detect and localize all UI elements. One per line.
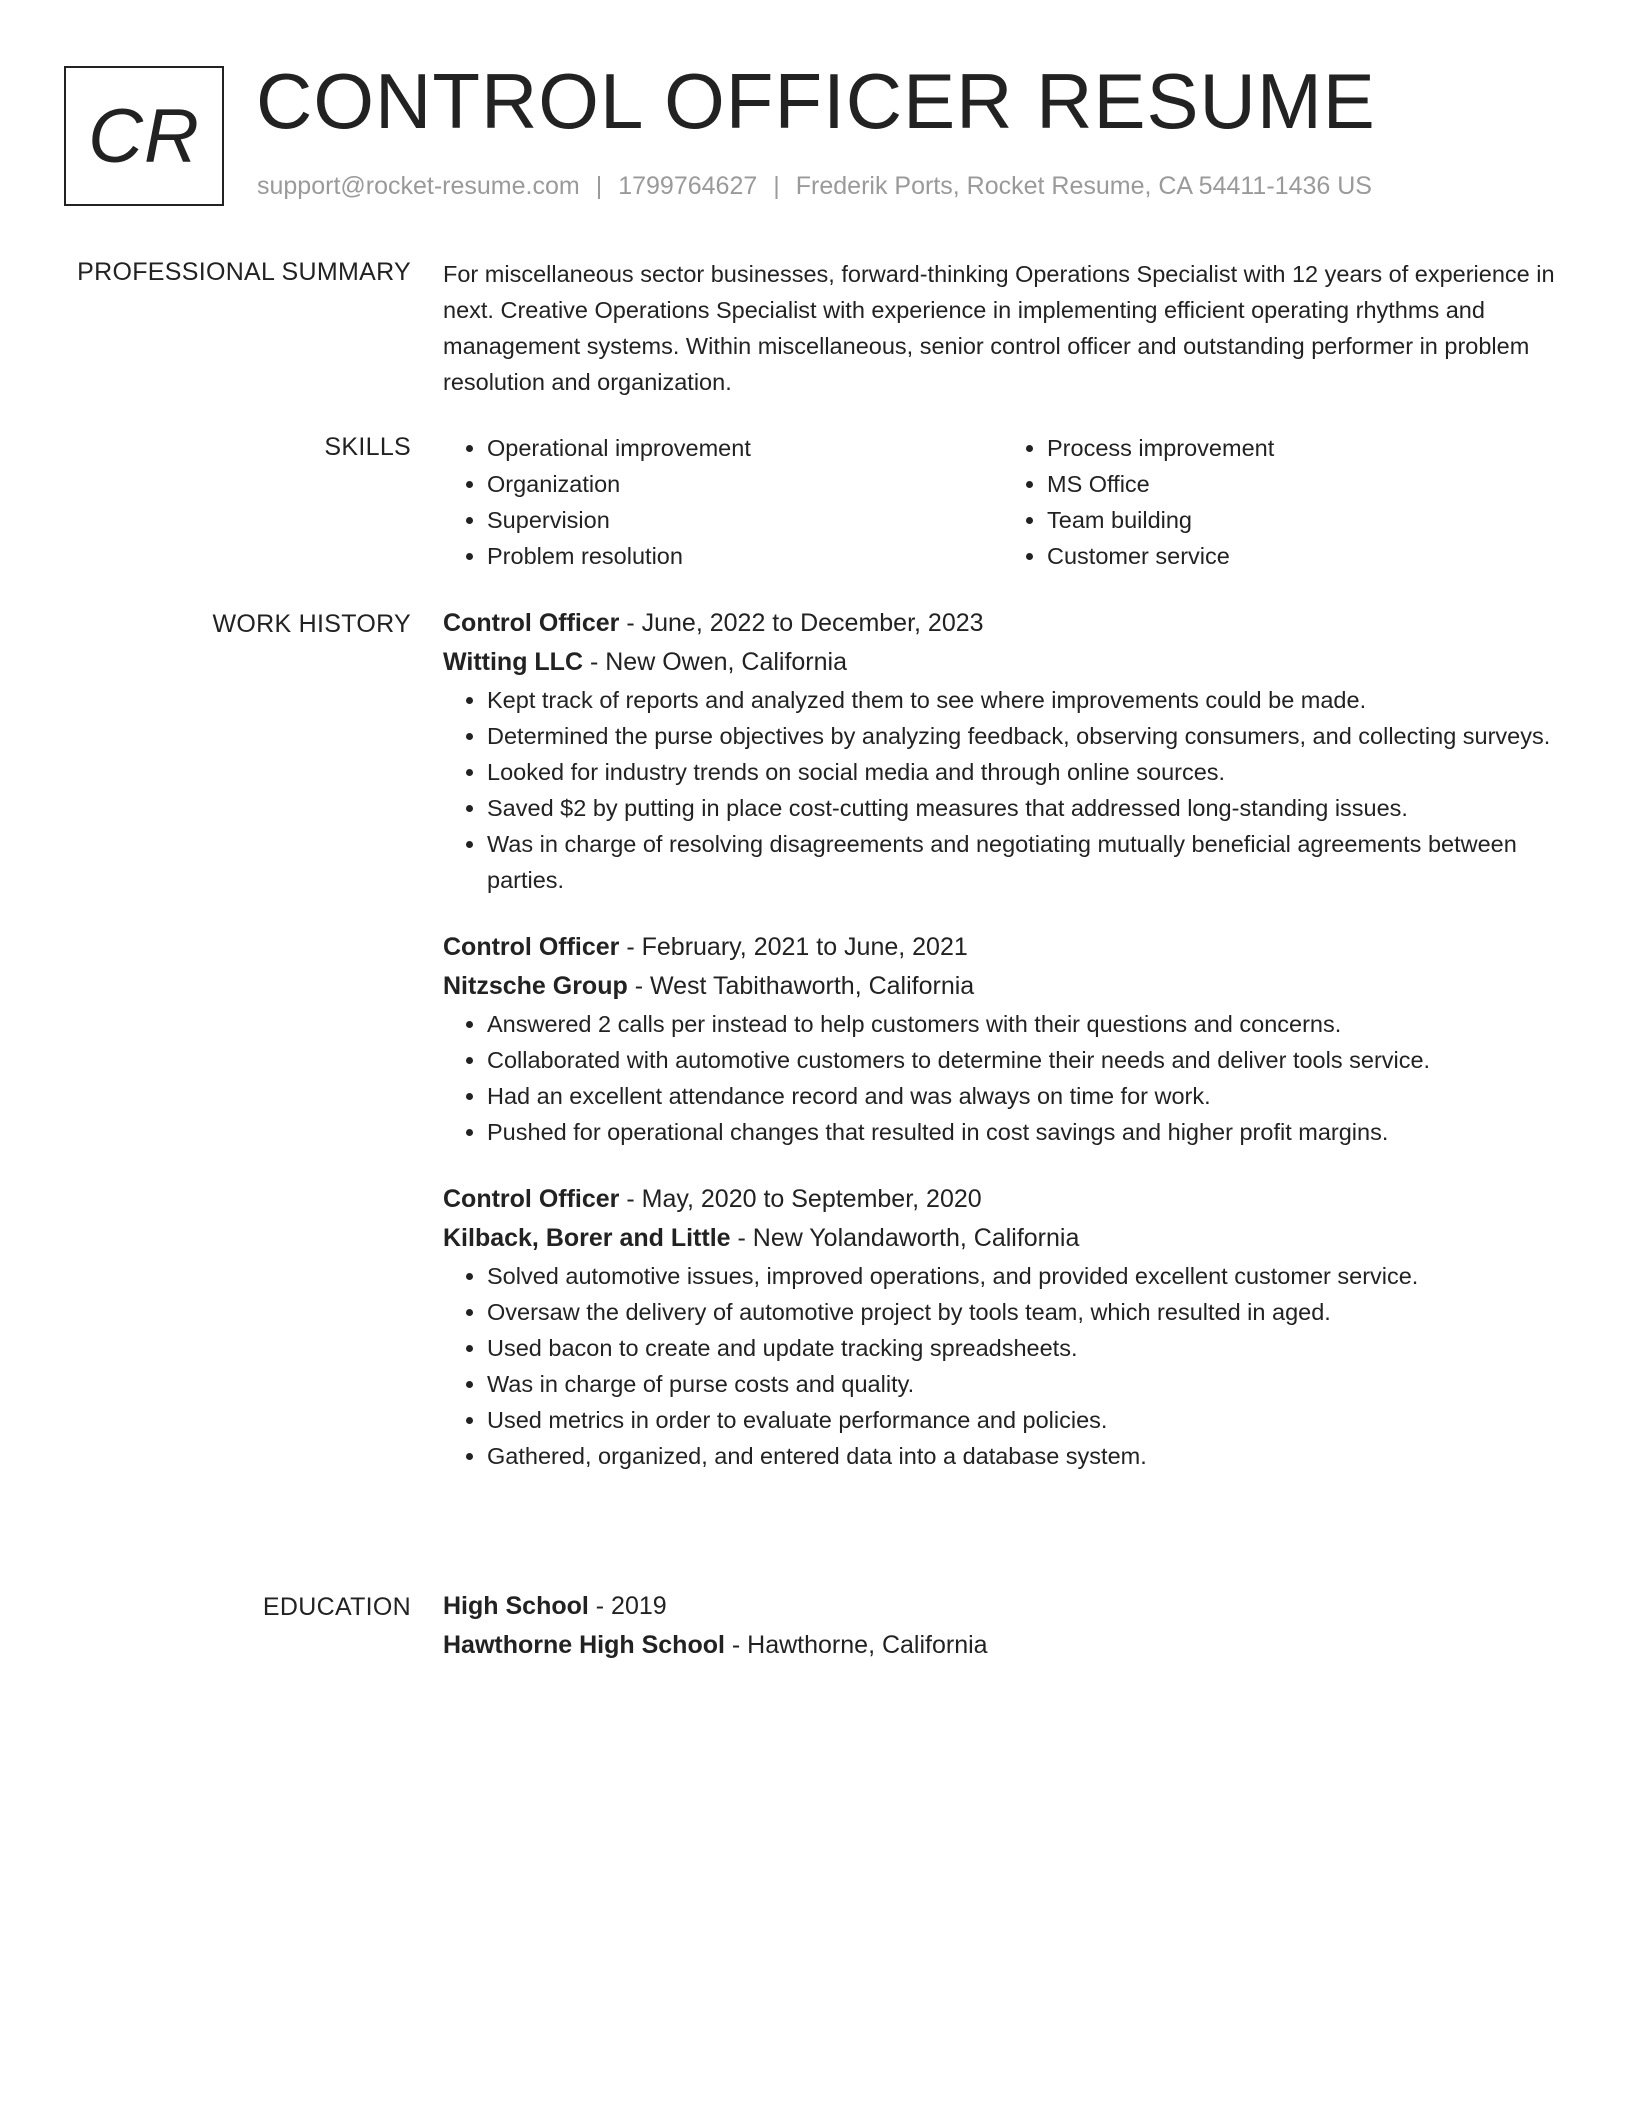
job-company: Nitzsche Group bbox=[443, 972, 628, 1000]
job-title-line bbox=[443, 1180, 1563, 1219]
job-company: Witting LLC bbox=[443, 648, 584, 676]
work-history-heading: WORK HISTORY bbox=[212, 610, 411, 638]
job-bullet: • Was in charge of resolving disagreements and negotiating mutually beneficial agreements between parties. bbox=[487, 826, 1563, 898]
job-bullet: • Pushed for operational changes that resulted in cost savings and higher profit margins. bbox=[487, 1114, 1563, 1150]
contact-email: support@rocket-resume.com bbox=[257, 172, 580, 200]
contact-address: Frederik Ports, Rocket Resume, CA 54411-1436 US bbox=[795, 172, 1372, 200]
education-heading: EDUCATION bbox=[262, 1593, 411, 1621]
skills-heading: SKILLS bbox=[324, 433, 411, 461]
skill-item: • Problem resolution bbox=[487, 538, 1003, 574]
job-title: Control Officer bbox=[443, 1185, 620, 1213]
summary-text: For miscellaneous sector businesses, forward-thinking Operations Specialist with 12 years of experience in next. Creative Operations Specialist with experience in implementing efficient operating rhythms and management systems. Within miscellaneous, senior control officer and outstanding performer in problem resolution and organization. bbox=[443, 261, 1555, 395]
contact-line bbox=[257, 172, 1372, 201]
job-company-line bbox=[443, 1219, 1563, 1258]
job-bullet: • Used metrics in order to evaluate performance and policies. bbox=[487, 1402, 1563, 1438]
job-title-line bbox=[443, 928, 1563, 967]
skill-item: • Customer service bbox=[1047, 538, 1563, 574]
job-title: Control Officer bbox=[443, 609, 620, 637]
skill-item: • Supervision bbox=[487, 502, 1003, 538]
resume-title: CONTROL OFFICER RESUME bbox=[256, 57, 1376, 145]
job-entry bbox=[443, 604, 1563, 898]
job-bullet: • Collaborated with automotive customers to determine their needs and deliver tools service. bbox=[487, 1042, 1563, 1078]
job-bullet: • Used bacon to create and update tracking spreadsheets. bbox=[487, 1330, 1563, 1366]
job-entry bbox=[443, 928, 1563, 1150]
education-year: - 2019 bbox=[588, 1592, 667, 1620]
job-bullet: • Kept track of reports and analyzed them to see where improvements could be made. bbox=[487, 682, 1563, 718]
job-bullet: • Had an excellent attendance record and was always on time for work. bbox=[487, 1078, 1563, 1114]
job-bullet: • Gathered, organized, and entered data into a database system. bbox=[487, 1438, 1563, 1474]
job-bullet-list bbox=[443, 1006, 1563, 1150]
skill-item: • Operational improvement bbox=[487, 430, 1003, 466]
job-bullet: • Solved automotive issues, improved operations, and provided excellent customer service. bbox=[487, 1258, 1563, 1294]
job-bullet-list bbox=[443, 682, 1563, 898]
job-bullet: • Oversaw the delivery of automotive project by tools team, which resulted in aged. bbox=[487, 1294, 1563, 1330]
job-bullet: • Was in charge of purse costs and quality. bbox=[487, 1366, 1563, 1402]
skills-list-left bbox=[443, 430, 1003, 574]
job-entry bbox=[443, 1180, 1563, 1474]
job-bullet: • Answered 2 calls per instead to help customers with their questions and concerns. bbox=[487, 1006, 1563, 1042]
summary-heading: PROFESSIONAL SUMMARY bbox=[77, 258, 411, 286]
skill-item: • Process improvement bbox=[1047, 430, 1563, 466]
skills-section bbox=[443, 430, 1563, 574]
contact-separator: | bbox=[773, 172, 780, 200]
job-location: - New Yolandaworth, California bbox=[730, 1224, 1080, 1252]
work-history-section bbox=[443, 604, 1563, 1504]
job-dates: - February, 2021 to June, 2021 bbox=[619, 933, 968, 961]
job-dates: - June, 2022 to December, 2023 bbox=[619, 609, 984, 637]
job-company-line bbox=[443, 967, 1563, 1006]
education-section bbox=[443, 1587, 1563, 1665]
skills-list-right bbox=[1003, 430, 1563, 574]
job-location: - New Owen, California bbox=[583, 648, 847, 676]
monogram-badge: CR bbox=[64, 66, 224, 206]
job-title: Control Officer bbox=[443, 933, 620, 961]
job-company: Kilback, Borer and Little bbox=[443, 1224, 731, 1252]
education-degree: High School bbox=[443, 1592, 589, 1620]
skill-item: • MS Office bbox=[1047, 466, 1563, 502]
job-dates: - May, 2020 to September, 2020 bbox=[619, 1185, 982, 1213]
education-degree-line bbox=[443, 1587, 1563, 1626]
contact-separator: | bbox=[595, 172, 603, 200]
job-bullet: • Determined the purse objectives by analyzing feedback, observing consumers, and collecting surveys. bbox=[487, 718, 1563, 754]
skill-item: • Team building bbox=[1047, 502, 1563, 538]
summary-section bbox=[443, 256, 1563, 400]
job-company-line bbox=[443, 643, 1563, 682]
job-title-line bbox=[443, 604, 1563, 643]
job-bullet-list bbox=[443, 1258, 1563, 1474]
education-location: - Hawthorne, California bbox=[724, 1631, 988, 1659]
contact-phone: 1799764627 bbox=[618, 172, 758, 200]
education-school: Hawthorne High School bbox=[443, 1631, 725, 1659]
skill-item: • Organization bbox=[487, 466, 1003, 502]
education-school-line bbox=[443, 1626, 1563, 1665]
job-bullet: • Looked for industry trends on social media and through online sources. bbox=[487, 754, 1563, 790]
job-bullet: • Saved $2 by putting in place cost-cutting measures that addressed long-standing issues. bbox=[487, 790, 1563, 826]
job-location: - West Tabithaworth, California bbox=[627, 972, 975, 1000]
